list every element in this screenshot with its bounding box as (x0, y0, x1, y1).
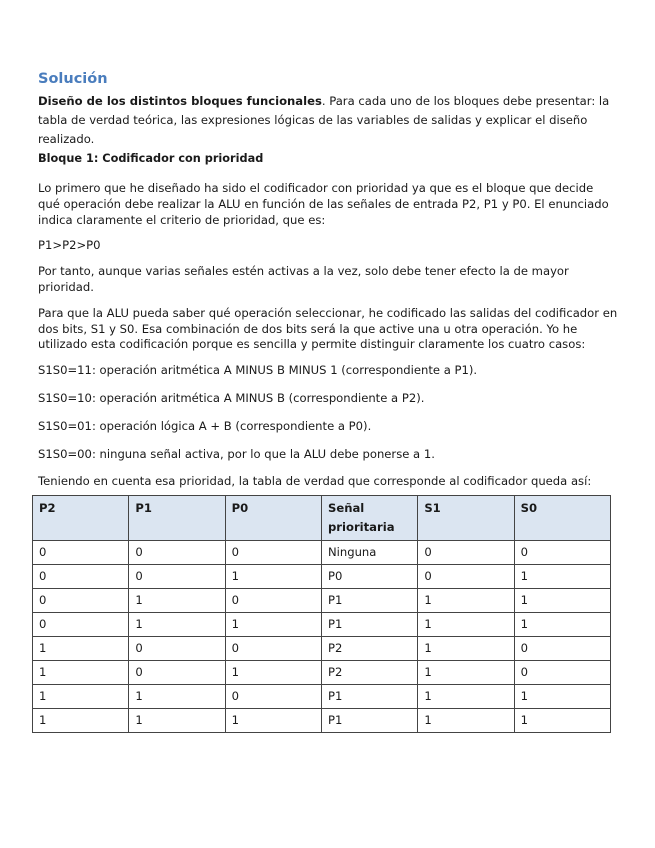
table-cell: 0 (514, 637, 610, 661)
table-cell: P2 (321, 637, 417, 661)
header-p0: P0 (225, 496, 321, 541)
table-cell: 1 (418, 637, 514, 661)
table-cell: 0 (418, 565, 514, 589)
table-cell: P0 (321, 565, 417, 589)
table-row (33, 589, 611, 613)
table-header-row (33, 496, 611, 541)
header-p2: P2 (33, 496, 129, 541)
paragraph-case-10: S1S0=10: operación aritmética A MINUS B (correspondiente a P2). (38, 390, 425, 405)
intro-paragraph (38, 92, 618, 149)
table-cell: 1 (225, 613, 321, 637)
table-cell: P1 (321, 685, 417, 709)
table-cell: 0 (129, 541, 225, 565)
header-p1: P1 (129, 496, 225, 541)
table-cell: 0 (33, 565, 129, 589)
table-cell: 1 (514, 709, 610, 733)
table-cell: 0 (514, 541, 610, 565)
table-cell: 0 (514, 661, 610, 685)
paragraph-table-intro: Teniendo en cuenta esa prioridad, la tabla de verdad que corresponde al codificador queda así: (38, 474, 592, 489)
table-cell: P1 (321, 589, 417, 613)
table-cell: 1 (129, 685, 225, 709)
table-row (33, 613, 611, 637)
table-cell: 1 (129, 709, 225, 733)
table-cell: 1 (33, 685, 129, 709)
paragraph-priority: P1>P2>P0 (38, 238, 101, 253)
block-heading: Bloque 1: Codificador con prioridad (38, 152, 264, 165)
table-cell: P2 (321, 661, 417, 685)
table-cell: P1 (321, 613, 417, 637)
table-cell: 0 (225, 685, 321, 709)
intro-bold: Diseño de los distintos bloques funcionales (38, 94, 322, 108)
table-cell: 1 (418, 709, 514, 733)
table-cell: 0 (129, 661, 225, 685)
paragraph-case-00: S1S0=00: ninguna señal activa, por lo que la ALU debe ponerse a 1. (38, 446, 435, 461)
paragraph-case-11: S1S0=11: operación aritmética A MINUS B MINUS 1 (correspondiente a P1). (38, 363, 478, 378)
table-row (33, 709, 611, 733)
table-cell: 1 (33, 709, 129, 733)
table-row (33, 565, 611, 589)
table-cell: 0 (33, 541, 129, 565)
header-s1: S1 (418, 496, 514, 541)
section-title: Solución (38, 71, 108, 87)
table-cell: 0 (129, 565, 225, 589)
table-cell: P1 (321, 709, 417, 733)
table-cell: 1 (514, 613, 610, 637)
header-s0: S0 (514, 496, 610, 541)
table-cell: 0 (225, 541, 321, 565)
table-cell: 1 (129, 589, 225, 613)
paragraph-encoding: Para que la ALU pueda saber qué operación seleccionar, he codificado las salidas del codificador en dos bits, S1 y S0. Esa combinación de dos bits será la que active una u otra operación. Yo he utilizado esta codificación porque es sencilla y permite distinguir claramente los cuatro casos: (38, 305, 618, 352)
document-page (38, 70, 618, 500)
table-cell: 0 (129, 637, 225, 661)
table-row (33, 541, 611, 565)
table-cell: 1 (225, 565, 321, 589)
table-cell: 1 (514, 565, 610, 589)
table-row (33, 661, 611, 685)
table-row (33, 637, 611, 661)
truth-table (32, 495, 611, 733)
table-cell: 1 (225, 709, 321, 733)
table-cell: 0 (418, 541, 514, 565)
table-cell: 1 (418, 589, 514, 613)
table-cell: 0 (225, 589, 321, 613)
table-cell: 0 (225, 637, 321, 661)
table-row (33, 685, 611, 709)
table-cell: 0 (33, 589, 129, 613)
table-cell: 1 (225, 661, 321, 685)
table-cell: 1 (129, 613, 225, 637)
table-cell: 1 (418, 661, 514, 685)
table-cell: 1 (514, 589, 610, 613)
table-cell: 1 (418, 685, 514, 709)
table-cell: Ninguna (321, 541, 417, 565)
table-cell: 1 (514, 685, 610, 709)
header-senal-prioritaria: Señal prioritaria (321, 496, 417, 541)
paragraph-priority-effect: Por tanto, aunque varias señales estén activas a la vez, solo debe tener efecto la de mayor prioridad. (38, 264, 569, 294)
table-cell: 1 (33, 637, 129, 661)
paragraph-case-01: S1S0=01: operación lógica A + B (correspondiente a P0). (38, 418, 372, 433)
table-cell: 1 (418, 613, 514, 637)
table-cell: 0 (33, 613, 129, 637)
intro-text: . Para cada uno de los bloques debe presentar: la tabla de verdad teórica, las expresiones lógicas de las variables de salidas y explicar el diseño realizado. (38, 94, 610, 146)
paragraph-encoder-intro: Lo primero que he diseñado ha sido el codificador con prioridad ya que es el bloque que decide qué operación debe realizar la ALU en función de las señales de entrada P2, P1 y P0. El enunciado indica claramente el criterio de prioridad, que es: (38, 181, 609, 227)
table-cell: 1 (33, 661, 129, 685)
